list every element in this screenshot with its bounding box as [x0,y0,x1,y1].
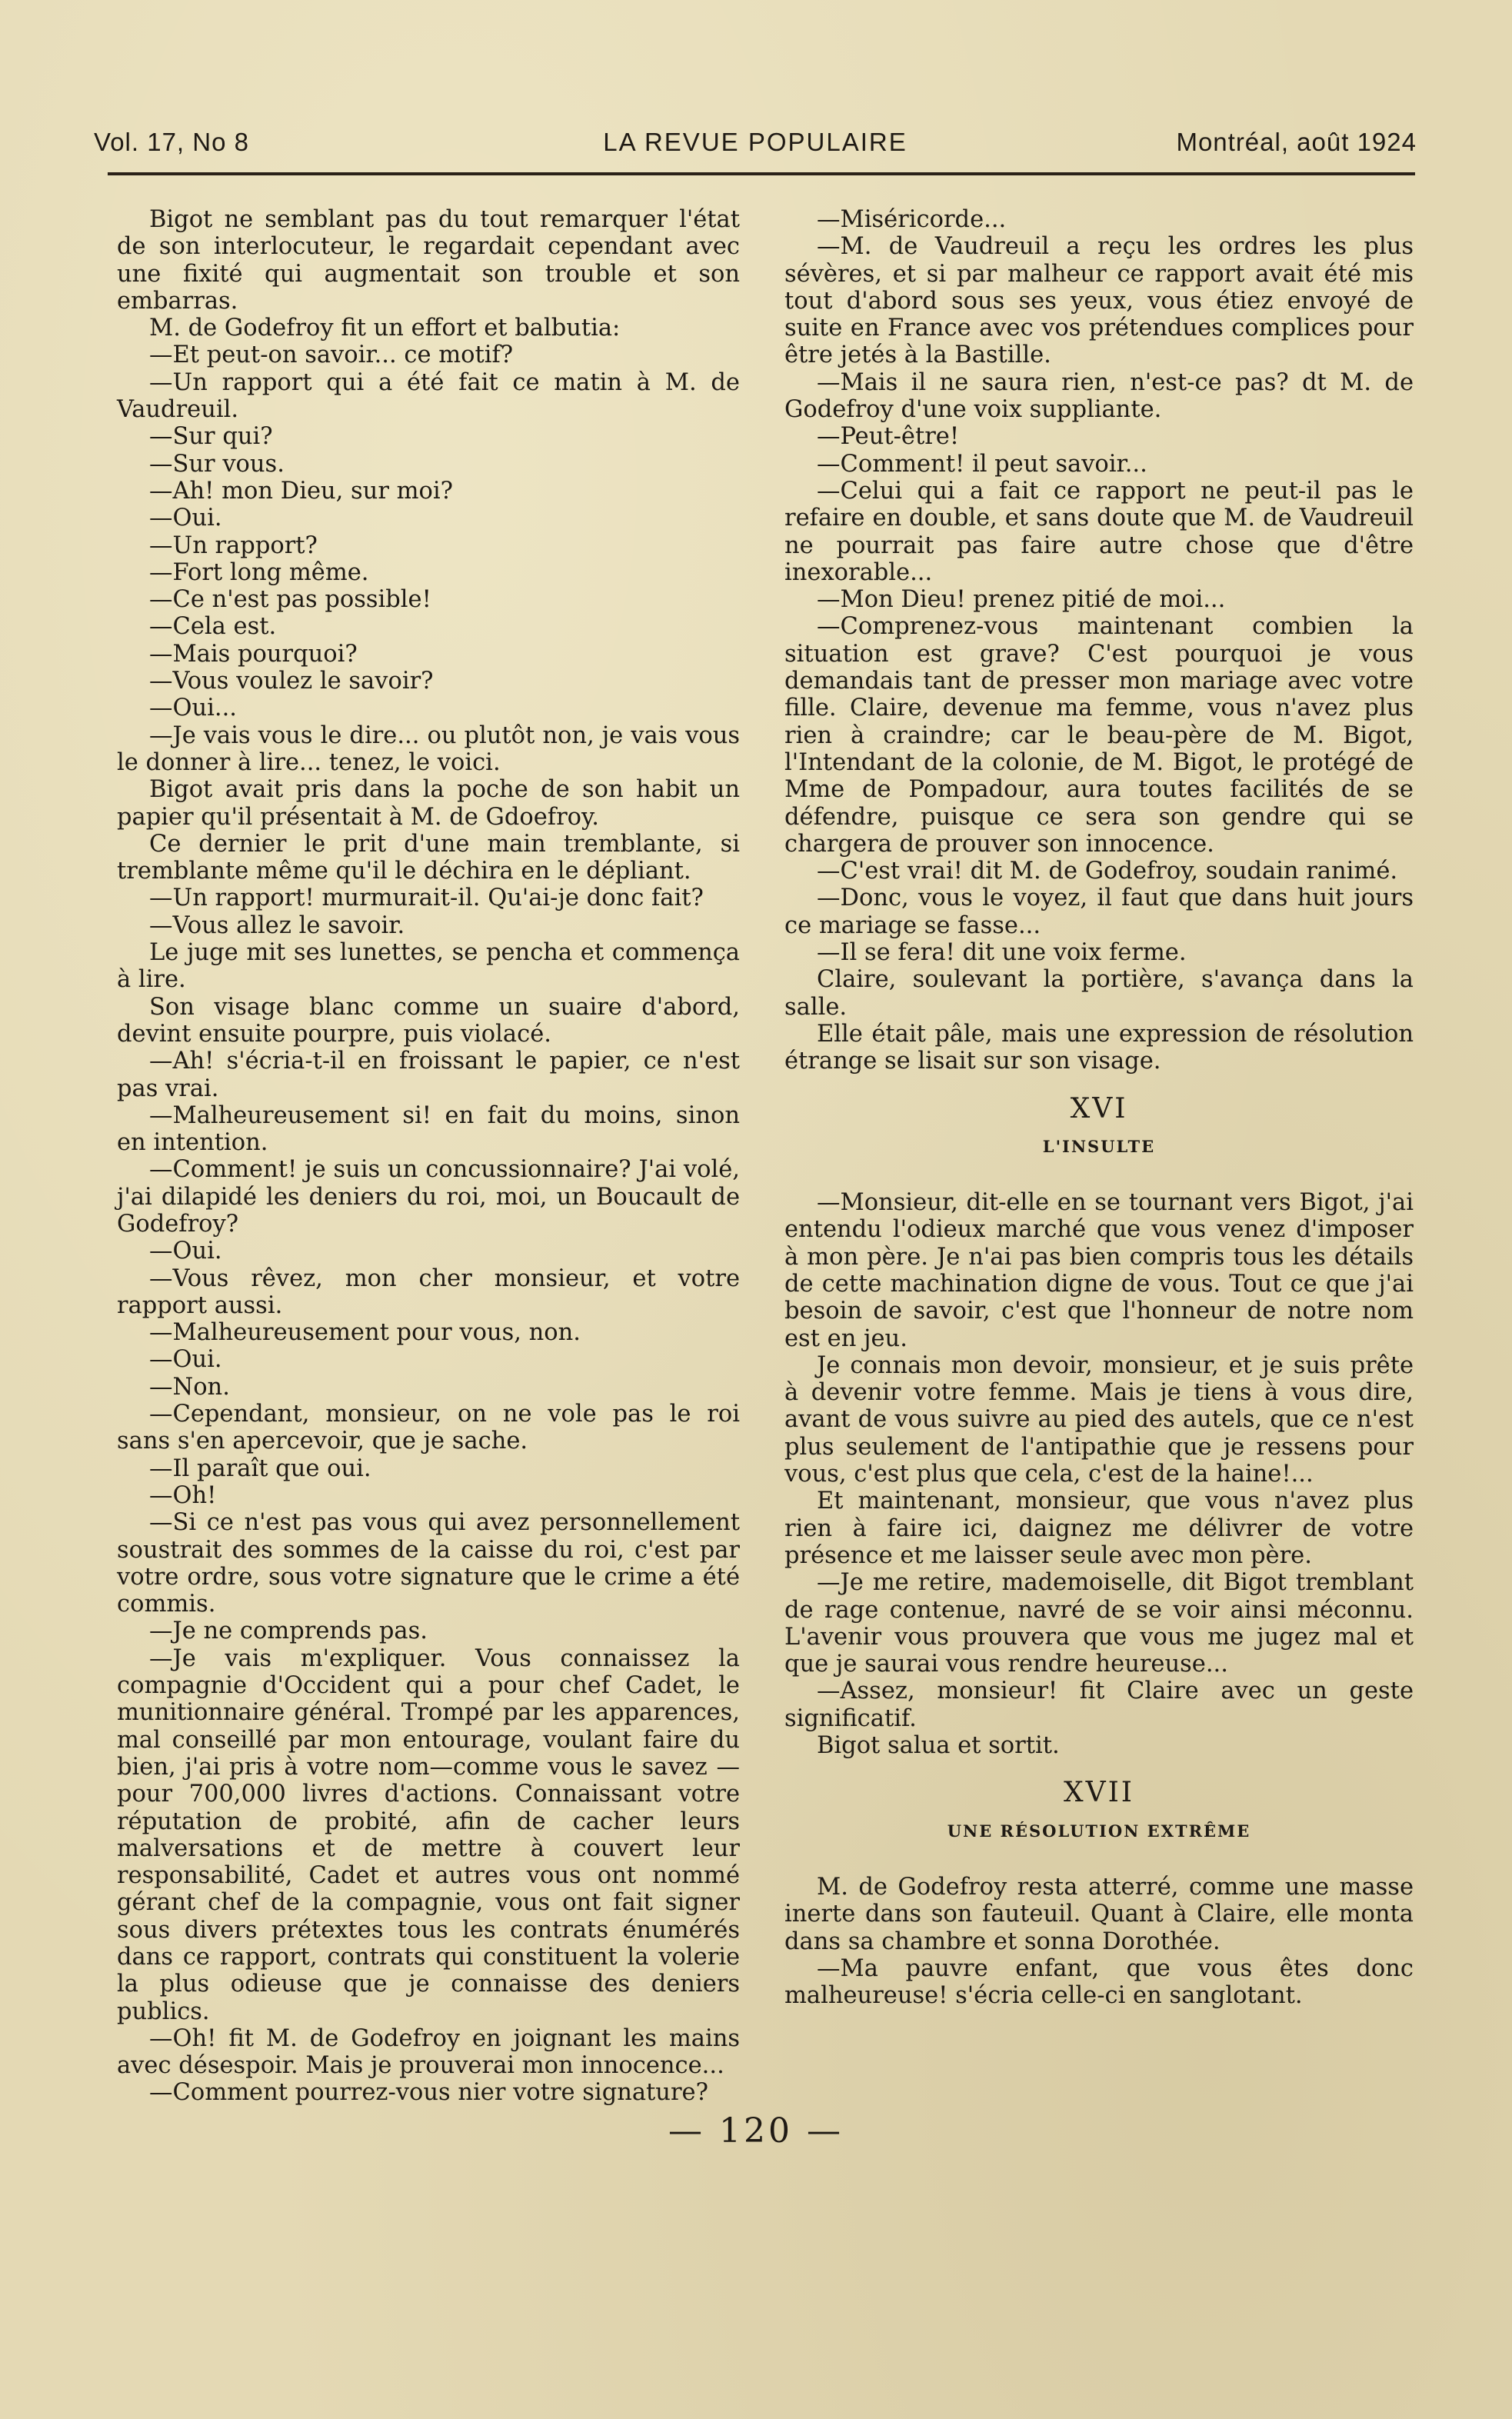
paragraph: —Cela est. [149,613,277,641]
paragraph: —Celui qui a fait ce rapport ne peut-il pas le refaire en double, et sans doute que M. de Vaudreuil ne pourrait pas faire autre chose que d'être inexorable... [784,477,1414,586]
paragraph: —Comment! il peut savoir... [817,450,1147,478]
paragraph: Elle était pâle, mais une expression de résolution étrange se lisait sur son visage. [784,1020,1414,1075]
paragraph: Claire, soulevant la portière, s'avança dans la salle. [784,966,1414,1021]
paragraph: —Oh! fit M. de Godefroy en joignant les mains avec désespoir. Mais je prouverai mon innocence... [117,2024,740,2080]
paragraph: —Ah! mon Dieu, sur moi? [149,477,453,505]
paragraph: —Cependant, monsieur, on ne vole pas le roi sans s'en apercevoir, que je sache. [117,1401,740,1455]
paragraph: —Je vais vous le dire... ou plutôt non, je vais vous le donner à lire... tenez, le voici. [117,721,740,776]
paragraph: —Vous voulez le savoir? [149,668,434,695]
paragraph: —Comment! je suis un concussionnaire? J'ai volé, j'ai dilapidé les deniers du roi, moi, un Boucault de Godefroy? [117,1156,740,1238]
paragraph: Et maintenant, monsieur, que vous n'avez plus rien à faire ici, daignez me délivrer de votre présence et me laisser seule avec mon père. [784,1488,1414,1569]
paragraph: —Mon Dieu! prenez pitié de moi... [817,586,1226,614]
paragraph: —Fort long même. [149,558,369,586]
paragraph: —C'est vrai! dit M. de Godefroy, soudain ranimé. [817,858,1398,885]
paragraph: —Oui. [149,1346,222,1374]
paragraph: —Comprenez-vous maintenant combien la situation est grave? C'est pourquoi je vous demandais tant de presser mon mariage avec votre fille. Claire, devenue ma femme, vous n'avez plus rien à craindre; car le beau-père de M. Bigot, l'Intendant de la colonie, de M. Bigot, le protégé de Mme de Pompadour, aura toutes facilités de se défendre, puisque ce sera son gendre qui se chargera de prouver son innocence. [784,613,1414,858]
paragraph: —Ah! s'écria-t-il en froissant le papier, ce n'est pas vrai. [117,1048,740,1102]
paragraph: —Sur qui? [149,423,273,451]
paragraph: —Je me retire, mademoiselle, dit Bigot tremblant de rage contenue, navré de se voir ainsi méconnu. L'avenir vous prouvera que vous me jugez mal et que je saurai vous rendre heureuse... [784,1569,1414,1678]
paragraph: —Non. [149,1373,230,1401]
paragraph: —Un rapport! murmurait-il. Qu'ai-je donc fait? [149,885,704,912]
paragraph: —Comment pourrez-vous nier votre signature? [149,2079,708,2107]
paragraph: —Peut-être! [817,423,960,451]
page-number: — 120 — [668,2111,844,2151]
chapter-text [784,1189,1414,1759]
paragraph: M. de Godefroy fit un effort et balbutia: [149,315,621,342]
paragraph: —Mais il ne saura rien, n'est-ce pas? dt M. de Godefroy d'une voix suppliante. [784,368,1414,424]
paragraph: —Oui. [149,505,222,532]
left-column [117,206,740,2107]
paragraph: —Il paraît que oui. [149,1454,371,1482]
chapter-title: L'INSULTE [1042,1136,1156,1156]
paragraph: M. de Godefroy resta atterré, comme une masse inerte dans son fauteuil. Quant à Claire, elle monta dans sa chambre et sonna Dorothée. [784,1873,1414,1955]
paragraph: —Oui. [149,1238,222,1265]
paragraph: —Miséricorde... [817,206,1007,233]
paragraph: —Ma pauvre enfant, que vous êtes donc malheureuse! s'écria celle-ci en sanglotant. [784,1954,1414,2010]
paragraph: —Oui... [149,695,237,722]
paragraph: —Monsieur, dit-elle en se tournant vers Bigot, j'ai entendu l'odieux marché que vous venez d'imposer à mon père. Je n'ai pas bien compris tous les détails de cette machination digne de vous. Tout ce que j'ai besoin de savoir, c'est que l'honneur de notre nom est en jeu. [784,1189,1414,1352]
paragraph: —Je vais m'expliquer. Vous connaissez la compagnie d'Occident qui a pour chef Cadet, le munitionnaire général. Trompé par les apparences, mal conseillé par mon entourage, voulant faire du bien, j'ai pris à votre nom—comme vous le savez —pour 700,000 livres d'actions. Connaissant votre réputation de probité, afin de cacher leurs malversations et de mettre à couvert leur responsabilité, Cadet et autres vous ont nommé gérant chef de la compagnie, vous ont fait signer sous divers prétextes tous les contrats énumérés dans ce rapport, contrats qui constituent la volerie la plus odieuse que je connaisse des deniers publics. [117,1644,740,2025]
paragraph: —Mais pourquoi? [149,640,358,668]
paragraph: —Et peut-on savoir... ce motif? [149,342,514,369]
paragraph: —Ce n'est pas possible! [149,586,431,614]
header-rule [108,172,1415,175]
paragraph: —M. de Vaudreuil a reçu les ordres les plus sévères, et si par malheur ce rapport avait été mis tout d'abord sous ses yeux, vous étiez envoyé de suite en France avec vos prétendues complices pour être jetés à la Bastille. [784,233,1414,369]
chapter-text [784,1874,1414,2009]
volume-issue: Vol. 17, No 8 [94,128,249,156]
right-column [784,206,1414,2009]
paragraph: Bigot ne semblant pas du tout remarquer l'état de son interlocuteur, le regardait cependant avec une fixité qui augmentait son trouble et son embarras. [117,206,740,315]
paragraph: —Si ce n'est pas vous qui avez personnellement soustrait des sommes de la caisse du roi, c'est par votre ordre, sous votre signature que le crime a été commis. [117,1509,740,1618]
paragraph: —Un rapport? [149,531,318,559]
journal-title: LA REVUE POPULAIRE [603,128,908,156]
paragraph: Je connais mon devoir, monsieur, et je suis prête à devenir votre femme. Mais je tiens à vous dire, avant de vous suivre au pied des autels, que ce n'est plus seulement de l'antipathie que je ressens pour vous, c'est plus que cela, c'est de la haine!... [784,1351,1414,1488]
paragraph: Bigot salua et sortit. [817,1732,1060,1760]
paragraph: —Donc, vous le voyez, il faut que dans huit jours ce mariage se fasse... [784,885,1414,939]
chapter-number: XVI [1070,1092,1128,1125]
paragraph: —Malheureusement si! en fait du moins, sinon en intention. [117,1101,740,1157]
paragraph: —Oh! [149,1481,217,1509]
paragraph: Ce dernier le prit d'une main tremblante, si tremblante même qu'il le déchira en le dépliant. [117,830,740,885]
paragraph: Le juge mit ses lunettes, se pencha et commença à lire. [117,939,740,994]
paragraph: —Je ne comprends pas. [149,1618,428,1645]
chapter-title: UNE RÉSOLUTION EXTRÊME [947,1821,1251,1841]
paragraph: —Vous rêvez, mon cher monsieur, et votre rapport aussi. [117,1264,740,1319]
paragraph: —Assez, monsieur! fit Claire avec un geste significatif. [784,1678,1414,1732]
place-date: Montréal, août 1924 [1176,128,1417,156]
right-column-text [784,206,1414,1075]
paragraph: —Un rapport qui a été fait ce matin à M. de Vaudreuil. [117,368,740,424]
paragraph: —Il se fera! dit une voix ferme. [817,939,1187,967]
paragraph: Son visage blanc comme un suaire d'abord, devint ensuite pourpre, puis violacé. [117,993,740,1048]
running-header [94,122,1417,168]
paragraph: —Sur vous. [149,450,285,478]
paragraph: —Malheureusement pour vous, non. [149,1319,581,1347]
paragraph: —Vous allez le savoir. [149,911,405,939]
paragraph: Bigot avait pris dans la poche de son habit un papier qu'il présentait à M. de Gdoefroy. [117,776,740,831]
chapter-number: XVII [1063,1777,1135,1809]
